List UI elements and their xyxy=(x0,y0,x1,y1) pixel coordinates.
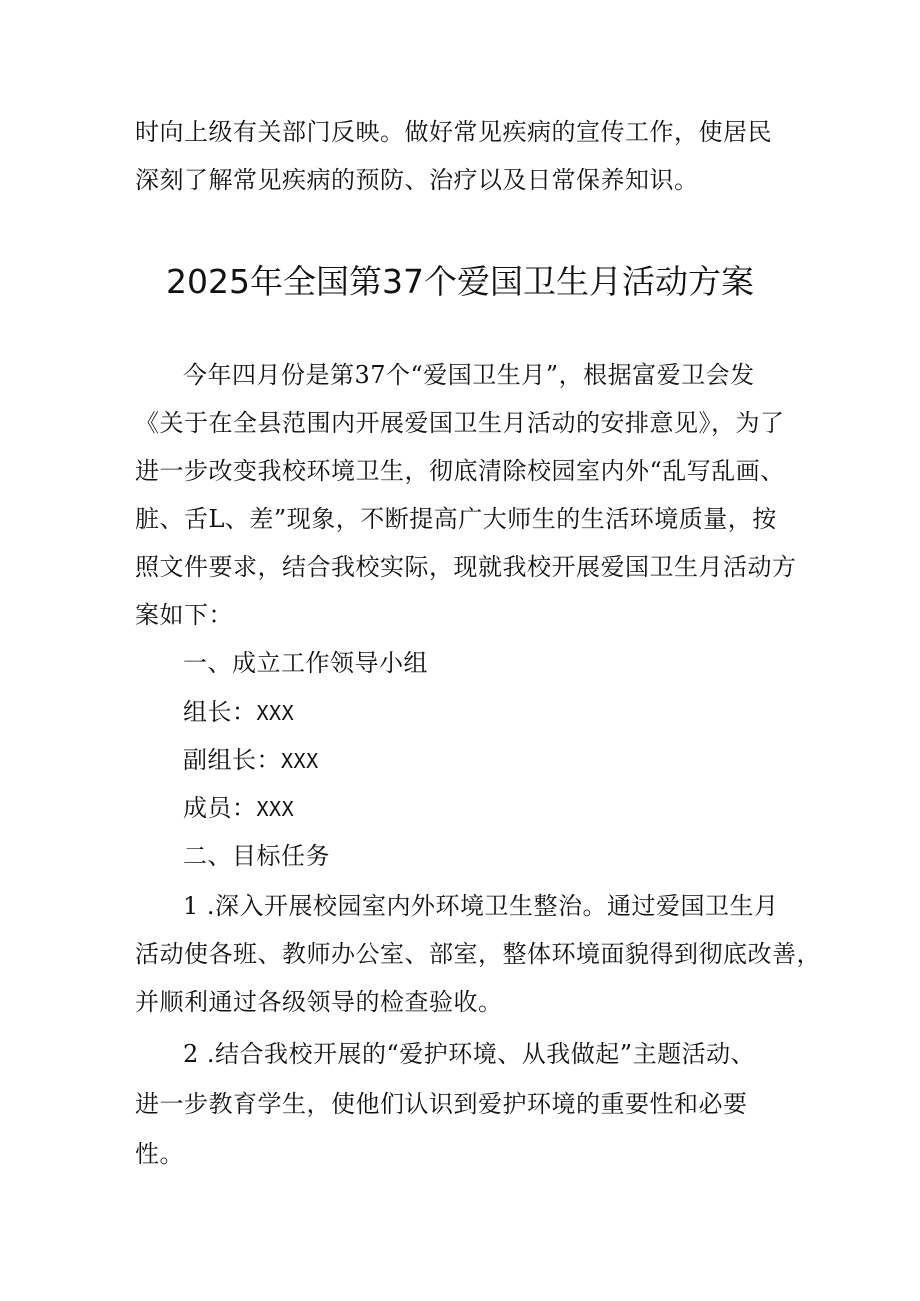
para1-line-3: 进一步改变我校环境卫生，彻底清除校园室内外“乱写乱画、 xyxy=(135,457,785,485)
para1-line-6: 案如下： xyxy=(135,601,233,629)
leader-label: 组长： xyxy=(183,698,257,726)
section1-heading: 一、成立工作领导小组 xyxy=(183,649,428,677)
intro-line-1: 时向上级有关部门反映。做好常见疾病的宣传工作，使居民 xyxy=(135,118,772,146)
para1-line-5: 照文件要求，结合我校实际，现就我校开展爱国卫生月活动方 xyxy=(135,553,797,581)
item2-line-2: 进一步教育学生，使他们认识到爱护环境的重要性和必要 xyxy=(135,1090,748,1118)
item1-line-2: 活动使各班、教师办公室、部室，整体环境面貌得到彻底改善， xyxy=(135,940,821,968)
item2-line-1: 2 .结合我校开展的“爱护环境、从我做起”主题活动、 xyxy=(183,1040,756,1068)
para1-line-2: 《关于在全县范围内开展爱国卫生月活动的安排意见》，为了 xyxy=(135,409,785,437)
leader-value: XXX xyxy=(256,701,295,725)
deputy-value: XXX xyxy=(281,749,319,773)
section2-heading: 二、目标任务 xyxy=(183,842,330,870)
item1-line-3: 并顺利通过各级领导的检查验收。 xyxy=(135,988,503,1016)
item2-line-3: 性。 xyxy=(135,1140,184,1168)
item1-line-1: 1 .深入开展校园室内外环境卫生整治。通过爱国卫生月 xyxy=(183,892,779,920)
member-row xyxy=(183,793,294,824)
intro-line-2: 深刻了解常见疾病的预防、治疗以及日常保养知识。 xyxy=(135,166,699,194)
para1-line-4: 脏、舌L、差”现象，不断提高广大师生的生活环境质量，按 xyxy=(135,505,777,533)
leader-row xyxy=(183,697,294,728)
deputy-label: 副组长： xyxy=(183,746,281,774)
member-label: 成员： xyxy=(183,794,257,822)
member-value: XXX xyxy=(256,797,295,821)
para1-line-1: 今年四月份是第37个“爱国卫生月”，根据富爱卫会发 xyxy=(183,361,755,389)
document-title: 2025年全国第37个爱国卫生月活动方案 xyxy=(166,262,754,301)
deputy-row xyxy=(183,745,319,776)
